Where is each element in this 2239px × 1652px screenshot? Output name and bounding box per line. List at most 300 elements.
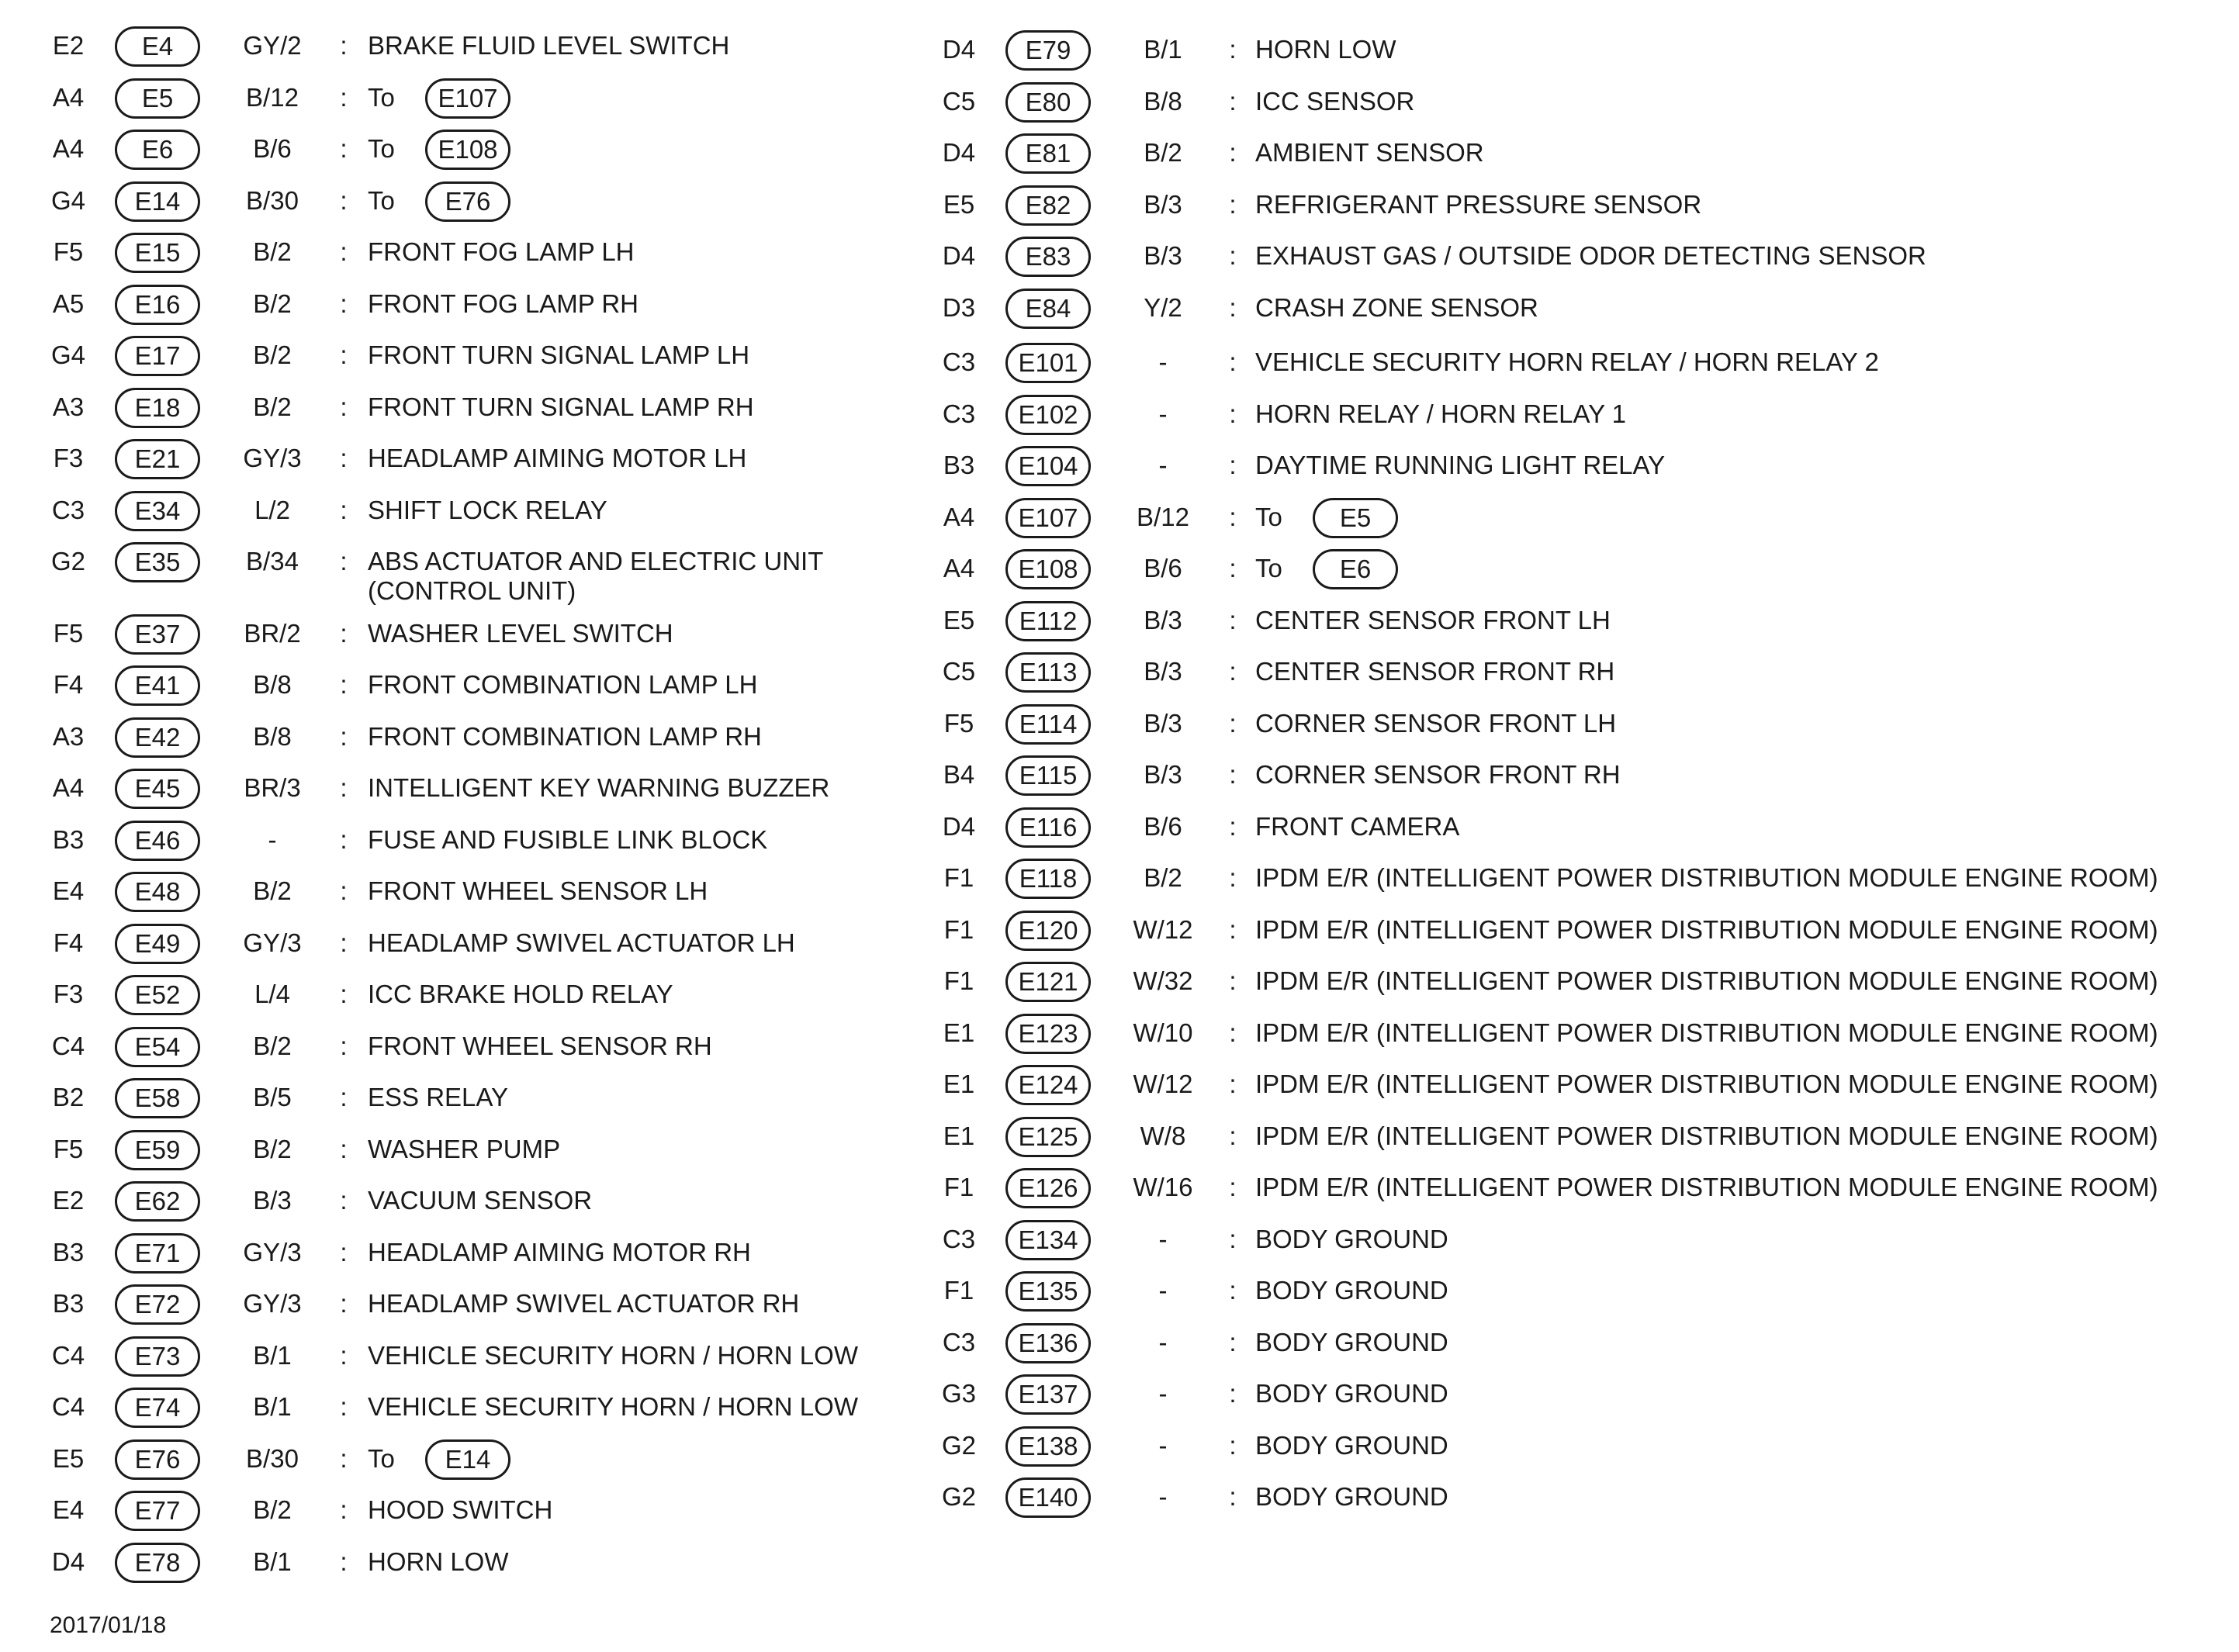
connector-row	[923, 179, 2239, 230]
wire-color-pins: B/34	[246, 547, 299, 575]
connector-description: AMBIENT SENSOR	[1255, 138, 1484, 167]
separator-colon: :	[340, 773, 348, 802]
connector-row	[923, 749, 2239, 800]
connector-row	[0, 382, 923, 433]
wire-color-pins: -	[1158, 1276, 1168, 1305]
connector-number-badge: E116	[1005, 807, 1091, 848]
separator-colon: :	[340, 134, 348, 163]
grid-reference: D4	[942, 138, 976, 167]
connector-description: CORNER SENSOR FRONT LH	[1255, 708, 1617, 738]
grid-reference: G2	[50, 547, 86, 575]
connector-row	[923, 76, 2239, 127]
grid-reference: A4	[52, 773, 85, 802]
separator-colon: :	[1229, 241, 1237, 270]
grid-reference: A4	[943, 502, 975, 531]
grid-reference: F4	[53, 928, 84, 957]
connector-row	[0, 20, 923, 71]
connector-row	[923, 1007, 2239, 1059]
connector-row	[923, 646, 2239, 697]
connector-number-badge: E115	[1005, 755, 1091, 796]
separator-colon: :	[340, 237, 348, 266]
separator-colon: :	[1229, 399, 1237, 428]
wire-color-pins: -	[1158, 347, 1168, 376]
separator-colon: :	[340, 928, 348, 957]
connector-row	[0, 278, 923, 330]
connector-description: FRONT CAMERA	[1255, 811, 1460, 841]
grid-reference: G4	[50, 185, 86, 215]
connector-description: WASHER LEVEL SWITCH	[368, 618, 673, 648]
grid-reference: E2	[52, 1186, 85, 1215]
connector-row	[0, 536, 923, 605]
connector-number-badge: E135	[1005, 1271, 1091, 1312]
wire-color-pins: B/2	[253, 876, 292, 905]
grid-reference: E5	[52, 1443, 85, 1473]
connector-number-badge: E123	[1005, 1014, 1091, 1054]
wire-color-pins: W/16	[1133, 1173, 1193, 1201]
connector-number-badge: E125	[1005, 1117, 1091, 1157]
wire-color-pins: B/2	[253, 392, 292, 421]
wire-color-pins: B/2	[253, 237, 292, 266]
separator-colon: :	[340, 392, 348, 421]
wire-color-pins: -	[1158, 451, 1168, 479]
separator-colon: :	[340, 185, 348, 215]
connector-number-badge: E46	[115, 821, 200, 861]
grid-reference: B3	[52, 1289, 85, 1318]
connector-row	[923, 1471, 2239, 1522]
to-label: To	[368, 185, 395, 215]
connector-description: FRONT TURN SIGNAL LAMP RH	[368, 392, 754, 421]
wire-color-pins: GY/3	[243, 1289, 302, 1318]
wire-color-pins: B/30	[246, 1443, 299, 1473]
separator-colon: :	[340, 1547, 348, 1576]
wire-color-pins: -	[1158, 399, 1168, 428]
connector-description: FRONT FOG LAMP LH	[368, 237, 635, 266]
grid-reference: C4	[51, 1392, 85, 1421]
grid-reference: C3	[942, 347, 976, 376]
connector-row	[0, 226, 923, 278]
wire-color-pins: L/2	[254, 495, 290, 524]
grid-reference: E1	[943, 1070, 975, 1098]
wire-color-pins: B/8	[253, 670, 292, 699]
connector-number-badge: E5	[115, 78, 200, 119]
connector-number-badge: E4	[115, 26, 200, 67]
grid-reference: C3	[942, 399, 976, 428]
connector-description: CENTER SENSOR FRONT RH	[1255, 657, 1615, 686]
connector-description: ICC BRAKE HOLD RELAY	[368, 980, 673, 1008]
connector-description: ICC SENSOR	[1255, 86, 1415, 116]
grid-reference: F5	[943, 708, 974, 738]
grid-reference: F1	[943, 914, 974, 944]
wire-color-pins: B/2	[1144, 863, 1182, 892]
connector-row	[923, 1214, 2239, 1265]
connector-number-badge: E137	[1005, 1374, 1091, 1415]
connector-row	[923, 1420, 2239, 1471]
connector-row	[0, 1175, 923, 1226]
wire-color-pins: L/4	[254, 980, 290, 1008]
separator-colon: :	[340, 340, 348, 369]
separator-colon: :	[340, 876, 348, 905]
connector-number-badge: E15	[115, 233, 200, 273]
separator-colon: :	[340, 1443, 348, 1473]
wire-color-pins: B/6	[253, 134, 292, 163]
separator-colon: :	[340, 444, 348, 472]
connector-row	[0, 762, 923, 814]
connector-description: IPDM E/R (INTELLIGENT POWER DISTRIBUTION MODULE ENGINE ROOM)	[1255, 1173, 2158, 1201]
wire-color-pins: BR/3	[244, 773, 301, 802]
connector-number-badge: E62	[115, 1181, 200, 1222]
wire-color-pins: -	[1158, 1482, 1168, 1511]
connector-description: BODY GROUND	[1255, 1327, 1448, 1357]
connector-row	[923, 956, 2239, 1007]
connector-row	[923, 1317, 2239, 1368]
separator-colon: :	[340, 495, 348, 524]
connector-number-badge: E114	[1005, 704, 1091, 745]
separator-colon: :	[1229, 138, 1237, 167]
connector-number-badge: E83	[1005, 237, 1091, 277]
grid-reference: E1	[943, 1121, 975, 1150]
grid-reference: D4	[942, 35, 976, 64]
connector-description: HEADLAMP AIMING MOTOR LH	[368, 444, 747, 472]
connector-row	[0, 1536, 923, 1588]
grid-reference: E1	[943, 1018, 975, 1047]
wire-color-pins: B/2	[253, 1495, 292, 1524]
connector-row	[923, 1368, 2239, 1419]
grid-reference: A4	[943, 554, 975, 582]
separator-colon: :	[340, 1340, 348, 1370]
wire-color-pins: B/2	[253, 340, 292, 369]
connector-number-badge: E14	[115, 181, 200, 222]
connector-description: DAYTIME RUNNING LIGHT RELAY	[1255, 451, 1666, 479]
connector-number-badge: E59	[115, 1130, 200, 1170]
separator-colon: :	[340, 980, 348, 1008]
connector-description: HORN LOW	[368, 1547, 509, 1576]
connector-description: CORNER SENSOR FRONT RH	[1255, 760, 1621, 789]
connector-number-badge: E121	[1005, 962, 1091, 1002]
connector-description: IPDM E/R (INTELLIGENT POWER DISTRIBUTION MODULE ENGINE ROOM)	[1255, 1018, 2158, 1047]
connector-description: BODY GROUND	[1255, 1224, 1448, 1253]
connector-row	[923, 492, 2239, 543]
connector-row	[923, 801, 2239, 852]
separator-colon: :	[340, 1392, 348, 1421]
connector-row	[923, 595, 2239, 646]
connector-row	[0, 1484, 923, 1536]
separator-colon: :	[1229, 863, 1237, 892]
separator-colon: :	[1229, 1482, 1237, 1511]
grid-reference: G4	[50, 340, 86, 369]
connector-number-badge: E108	[1005, 549, 1091, 589]
separator-colon: :	[1229, 1379, 1237, 1408]
separator-colon: :	[340, 1186, 348, 1215]
connector-row	[0, 123, 923, 175]
connector-row	[923, 1162, 2239, 1213]
grid-reference: F1	[943, 1173, 974, 1201]
connector-row	[0, 969, 923, 1020]
grid-reference: F5	[53, 237, 84, 266]
grid-reference: F5	[53, 1134, 84, 1163]
wire-color-pins: -	[268, 824, 277, 854]
connector-description	[368, 547, 823, 606]
connector-row	[923, 24, 2239, 75]
connector-number-badge: E73	[115, 1336, 200, 1377]
wire-color-pins: B/1	[253, 1547, 292, 1576]
connector-number-badge: E17	[115, 336, 200, 376]
connector-number-badge: E74	[115, 1388, 200, 1428]
separator-colon: :	[1229, 292, 1237, 322]
separator-colon: :	[1229, 914, 1237, 944]
connector-row	[0, 659, 923, 710]
grid-reference: F1	[943, 966, 974, 995]
connector-row	[0, 1227, 923, 1278]
wire-color-pins: B/1	[253, 1340, 292, 1370]
separator-colon: :	[340, 1031, 348, 1060]
connector-description: IPDM E/R (INTELLIGENT POWER DISTRIBUTION MODULE ENGINE ROOM)	[1255, 1121, 2158, 1150]
separator-colon: :	[340, 824, 348, 854]
separator-colon: :	[340, 670, 348, 699]
connector-description: VEHICLE SECURITY HORN / HORN LOW	[368, 1340, 858, 1370]
wire-color-pins: W/10	[1133, 1018, 1193, 1047]
separator-colon: :	[1229, 1327, 1237, 1357]
separator-colon: :	[1229, 1173, 1237, 1201]
wire-color-pins: B/12	[1137, 502, 1189, 531]
wire-color-pins: B/2	[253, 1031, 292, 1060]
connector-description: BODY GROUND	[1255, 1430, 1448, 1460]
to-label: To	[368, 82, 395, 112]
connector-row	[0, 72, 923, 123]
separator-colon: :	[340, 1083, 348, 1111]
to-label: To	[1255, 554, 1282, 582]
to-label: To	[368, 134, 395, 163]
connector-row	[923, 127, 2239, 178]
grid-reference: B4	[943, 760, 975, 789]
wire-color-pins: Y/2	[1144, 292, 1182, 322]
separator-colon: :	[1229, 657, 1237, 686]
grid-reference: E2	[52, 31, 85, 60]
connector-description: HEADLAMP SWIVEL ACTUATOR LH	[368, 928, 795, 957]
grid-reference: A4	[52, 134, 85, 163]
connector-row	[923, 852, 2239, 904]
grid-reference: D3	[942, 292, 976, 322]
separator-colon: :	[1229, 605, 1237, 634]
connector-row	[923, 1111, 2239, 1162]
connector-number-badge: E102	[1005, 395, 1091, 435]
separator-colon: :	[340, 1134, 348, 1163]
to-label: To	[1255, 502, 1282, 531]
wire-color-pins: B/3	[1144, 189, 1182, 219]
connector-row	[923, 1059, 2239, 1110]
separator-colon: :	[340, 1237, 348, 1267]
connector-row	[0, 608, 923, 659]
wire-color-pins: -	[1158, 1224, 1168, 1253]
connector-description: HEADLAMP AIMING MOTOR RH	[368, 1237, 751, 1267]
linked-connector-badge: E5	[1313, 498, 1398, 538]
connector-number-badge: E48	[115, 872, 200, 912]
grid-reference: E5	[943, 189, 975, 219]
separator-colon: :	[340, 1495, 348, 1524]
linked-connector-badge: E76	[425, 181, 510, 222]
wire-color-pins: GY/2	[243, 31, 302, 60]
connector-description: CENTER SENSOR FRONT LH	[1255, 605, 1611, 634]
grid-reference: B2	[52, 1083, 85, 1111]
connector-number-badge: E134	[1005, 1220, 1091, 1260]
connector-description: FRONT FOG LAMP RH	[368, 289, 638, 318]
wire-color-pins: GY/3	[243, 928, 302, 957]
connector-row	[923, 904, 2239, 956]
grid-reference: E4	[52, 1495, 85, 1524]
wire-color-pins: -	[1158, 1379, 1168, 1408]
grid-reference: G2	[941, 1430, 977, 1460]
connector-row	[0, 1124, 923, 1175]
wire-color-pins: B/8	[253, 721, 292, 751]
wire-color-pins: B/12	[246, 82, 299, 112]
wire-color-pins: B/3	[1144, 605, 1182, 634]
connector-row	[0, 711, 923, 762]
connector-description: HEADLAMP SWIVEL ACTUATOR RH	[368, 1289, 800, 1318]
connector-number-badge: E80	[1005, 82, 1091, 123]
grid-reference: E4	[52, 876, 85, 905]
connector-number-badge: E54	[115, 1027, 200, 1067]
connector-description: WASHER PUMP	[368, 1134, 561, 1163]
grid-reference: A4	[52, 82, 85, 112]
separator-colon: :	[1229, 1070, 1237, 1098]
wire-color-pins: B/3	[253, 1186, 292, 1215]
grid-reference: F3	[53, 444, 84, 472]
connector-description: IPDM E/R (INTELLIGENT POWER DISTRIBUTION MODULE ENGINE ROOM)	[1255, 914, 2158, 944]
connector-number-badge: E16	[115, 285, 200, 325]
grid-reference: D4	[942, 811, 976, 841]
wire-color-pins: B/30	[246, 185, 299, 215]
grid-reference: E5	[943, 605, 975, 634]
connector-number-badge: E21	[115, 439, 200, 479]
connector-number-badge: E120	[1005, 911, 1091, 951]
connector-number-badge: E37	[115, 614, 200, 655]
connector-number-badge: E84	[1005, 289, 1091, 329]
linked-connector-badge: E14	[425, 1439, 510, 1480]
connector-description: FRONT WHEEL SENSOR LH	[368, 876, 708, 905]
connector-number-badge: E79	[1005, 30, 1091, 71]
connector-description: FUSE AND FUSIBLE LINK BLOCK	[368, 824, 768, 854]
connector-description: FRONT COMBINATION LAMP LH	[368, 670, 758, 699]
wire-color-pins: B/2	[253, 1134, 292, 1163]
connector-number-badge: E81	[1005, 133, 1091, 174]
separator-colon: :	[1229, 189, 1237, 219]
connector-row	[923, 282, 2239, 334]
separator-colon: :	[1229, 554, 1237, 582]
separator-colon: :	[1229, 708, 1237, 738]
connector-row	[923, 389, 2239, 440]
connector-description: IPDM E/R (INTELLIGENT POWER DISTRIBUTION MODULE ENGINE ROOM)	[1255, 863, 2158, 892]
connector-description: VEHICLE SECURITY HORN / HORN LOW	[368, 1392, 858, 1421]
connector-number-badge: E78	[115, 1543, 200, 1583]
separator-colon: :	[340, 1289, 348, 1318]
grid-reference: C5	[942, 657, 976, 686]
description-line: ABS ACTUATOR AND ELECTRIC UNIT	[368, 547, 824, 575]
connector-number-badge: E136	[1005, 1323, 1091, 1363]
grid-reference: D4	[51, 1547, 85, 1576]
separator-colon: :	[1229, 451, 1237, 479]
wire-color-pins: B/5	[253, 1083, 292, 1111]
grid-reference: F3	[53, 980, 84, 1008]
separator-colon: :	[1229, 811, 1237, 841]
connector-number-badge: E77	[115, 1491, 200, 1531]
grid-reference: A3	[52, 392, 85, 421]
connector-number-badge: E107	[1005, 498, 1091, 538]
separator-colon: :	[1229, 760, 1237, 789]
connector-number-badge: E126	[1005, 1168, 1091, 1208]
connector-number-badge: E124	[1005, 1065, 1091, 1105]
connector-row	[0, 1433, 923, 1484]
wire-color-pins: B/1	[1144, 35, 1182, 64]
separator-colon: :	[340, 721, 348, 751]
connector-description: HORN RELAY / HORN RELAY 1	[1255, 399, 1627, 428]
wire-color-pins: B/3	[1144, 241, 1182, 270]
wire-color-pins: GY/3	[243, 444, 302, 472]
wire-color-pins: B/8	[1144, 86, 1182, 116]
grid-reference: F1	[943, 863, 974, 892]
to-label: To	[368, 1443, 395, 1473]
connector-row	[0, 433, 923, 484]
wire-color-pins: B/2	[1144, 138, 1182, 167]
connector-row	[0, 1278, 923, 1329]
connector-description: ESS RELAY	[368, 1083, 508, 1111]
wire-color-pins: B/2	[253, 289, 292, 318]
connector-number-badge: E52	[115, 975, 200, 1015]
wire-color-pins: B/3	[1144, 657, 1182, 686]
separator-colon: :	[1229, 1430, 1237, 1460]
wire-color-pins: W/32	[1133, 966, 1193, 995]
grid-reference: A3	[52, 721, 85, 751]
separator-colon: :	[340, 618, 348, 648]
connector-description: IPDM E/R (INTELLIGENT POWER DISTRIBUTION MODULE ENGINE ROOM)	[1255, 1070, 2158, 1098]
connector-number-badge: E6	[115, 130, 200, 170]
grid-reference: C5	[942, 86, 976, 116]
grid-reference: A5	[52, 289, 85, 318]
connector-row	[923, 543, 2239, 594]
separator-colon: :	[340, 289, 348, 318]
grid-reference: F1	[943, 1276, 974, 1305]
connector-description: SHIFT LOCK RELAY	[368, 495, 607, 524]
wire-color-pins: B/1	[253, 1392, 292, 1421]
connector-row	[0, 918, 923, 969]
connector-row	[923, 337, 2239, 388]
separator-colon: :	[1229, 1018, 1237, 1047]
connector-row	[923, 1265, 2239, 1316]
grid-reference: F4	[53, 670, 84, 699]
connector-row	[0, 330, 923, 381]
connector-number-badge: E82	[1005, 185, 1091, 226]
connector-row	[0, 1381, 923, 1433]
connector-number-badge: E72	[115, 1284, 200, 1325]
wire-color-pins: W/12	[1133, 914, 1193, 944]
wire-color-pins: -	[1158, 1430, 1168, 1460]
connector-row	[0, 1021, 923, 1072]
connector-description: BRAKE FLUID LEVEL SWITCH	[368, 31, 730, 60]
linked-connector-badge: E108	[425, 130, 510, 170]
connector-number-badge: E34	[115, 491, 200, 531]
connector-row	[0, 175, 923, 226]
separator-colon: :	[340, 31, 348, 60]
connector-number-badge: E138	[1005, 1426, 1091, 1467]
connector-description: BODY GROUND	[1255, 1276, 1448, 1305]
connector-row	[0, 866, 923, 917]
connector-description: REFRIGERANT PRESSURE SENSOR	[1255, 189, 1702, 219]
wire-color-pins: GY/3	[243, 1237, 302, 1267]
connector-number-badge: E49	[115, 924, 200, 964]
wire-color-pins: -	[1158, 1327, 1168, 1357]
separator-colon: :	[1229, 1276, 1237, 1305]
connector-row	[923, 698, 2239, 749]
grid-reference: B3	[943, 451, 975, 479]
connector-description: HOOD SWITCH	[368, 1495, 553, 1524]
